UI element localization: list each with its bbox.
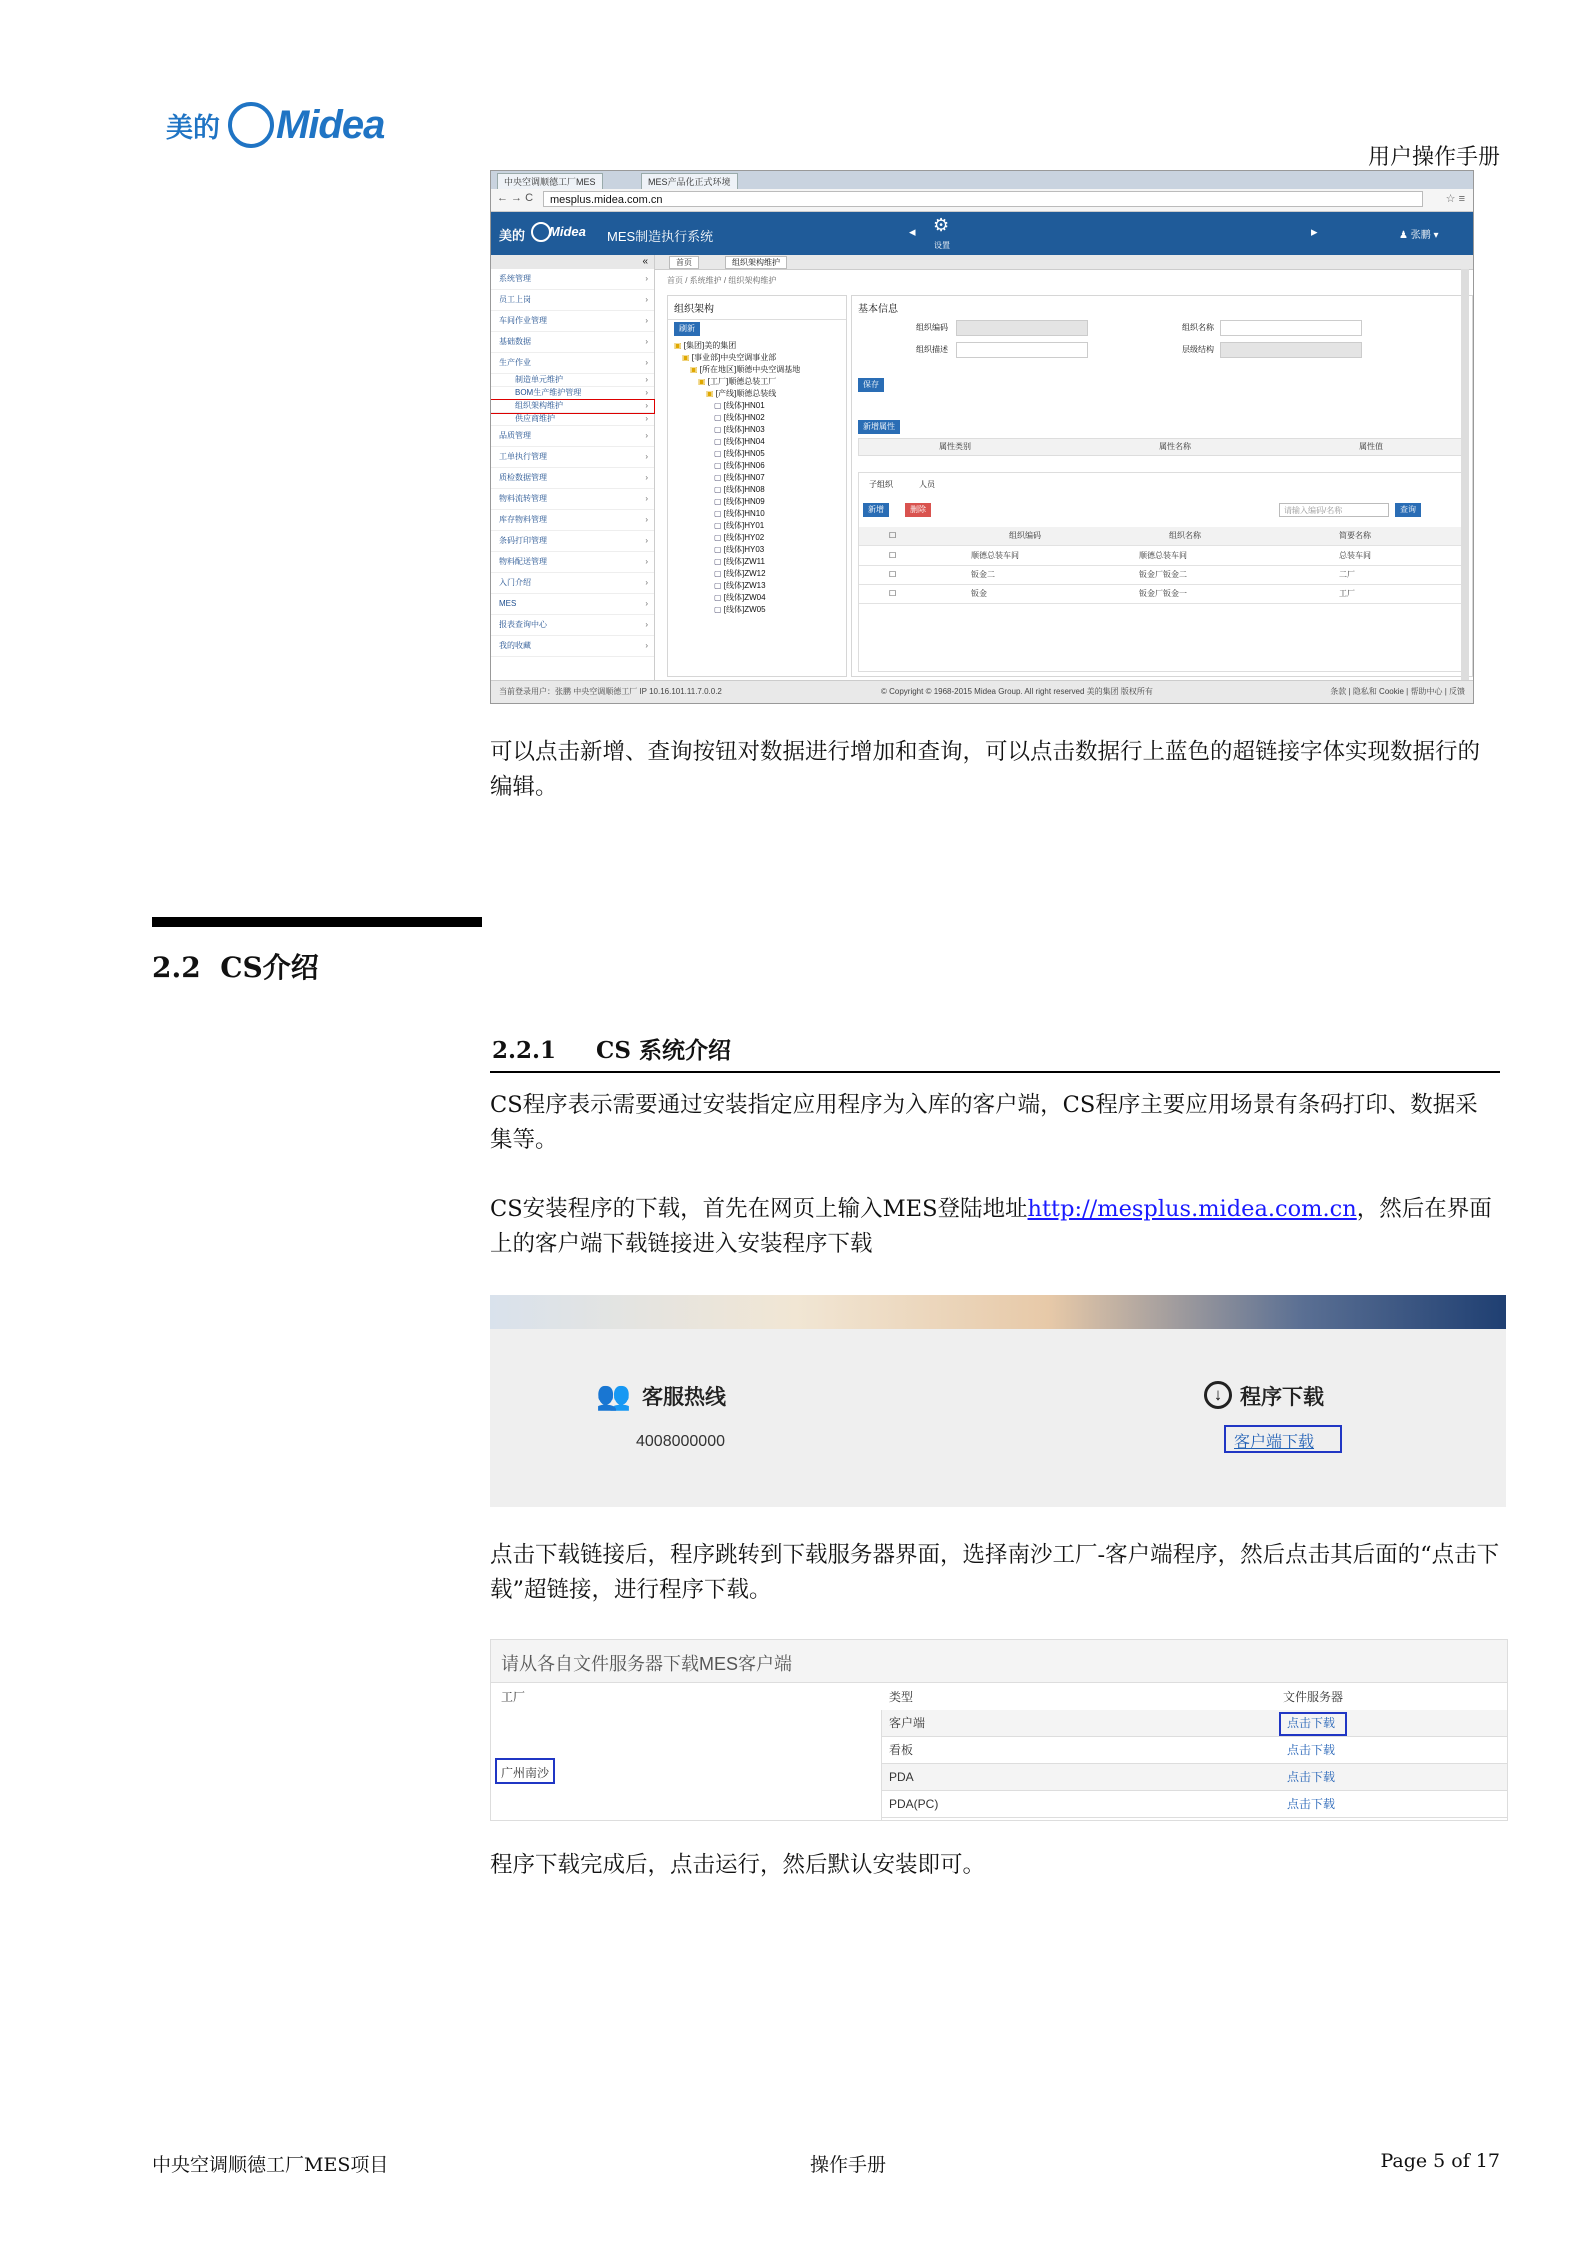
grid-cell: 钣金 — [971, 589, 987, 598]
tree-node[interactable] — [674, 436, 842, 448]
sidebar-item-label: 基础数据 — [499, 337, 531, 346]
grid-cell: 顺德总装车间 — [971, 551, 1019, 560]
sidebar-item-label: 条码打印管理 — [499, 536, 547, 545]
header-type: 类型 — [889, 1690, 914, 1704]
tree-node-label: [线体]HN02 — [723, 413, 765, 422]
tab-personnel[interactable]: 人员 — [919, 480, 935, 489]
chevron-right-icon: › — [645, 316, 648, 325]
tree-node-label: [线体]HY02 — [723, 533, 765, 542]
tree-node-label: [线体]HN08 — [723, 485, 765, 494]
chevron-right-icon: › — [645, 431, 648, 440]
status-right: 条款 | 隐私和 Cookie | 帮助中心 | 反馈 — [1330, 687, 1465, 696]
file-icon: ▢ — [714, 545, 722, 554]
file-icon: ▢ — [714, 497, 722, 506]
midea-logo — [166, 100, 384, 150]
type-cell: 客户端 — [889, 1716, 926, 1730]
nav-right-icon[interactable]: ▸ — [1311, 224, 1318, 239]
sub-panel — [858, 472, 1466, 672]
tree-node-label: [线体]ZW13 — [723, 581, 766, 590]
banner-image — [490, 1295, 1506, 1329]
chevron-right-icon: › — [645, 401, 648, 410]
sidebar-item-label: BOM生产维护管理 — [515, 388, 582, 397]
field-desc-label: 组织描述 — [916, 345, 948, 354]
tree-node[interactable] — [674, 364, 842, 376]
header-server: 文件服务器 — [1283, 1690, 1344, 1704]
tree-node[interactable] — [674, 568, 842, 580]
user-menu[interactable]: ♟ 张鹏 ▾ — [1399, 230, 1439, 241]
chevron-right-icon: › — [645, 515, 648, 524]
sidebar-item-label: 品质管理 — [499, 431, 531, 440]
subsection-number: 2.2.1 — [492, 1037, 557, 1064]
sidebar-item[interactable] — [491, 400, 654, 413]
type-cell: PDA — [889, 1770, 914, 1784]
chevron-right-icon: › — [645, 274, 648, 283]
sidebar-item-label: 物料流转管理 — [499, 494, 547, 503]
tree-node-label: [线体]HN03 — [723, 425, 765, 434]
status-bar — [491, 680, 1473, 703]
type-cell: 看板 — [889, 1743, 914, 1757]
search-input[interactable]: 请输入编码/名称 — [1279, 503, 1389, 517]
add-attr-button[interactable]: 新增属性 — [858, 420, 900, 434]
chevron-right-icon: › — [645, 473, 648, 482]
sidebar-item-label: 质检数据管理 — [499, 473, 547, 482]
download-title: 程序下载 — [1240, 1386, 1324, 1409]
file-icon: ▢ — [714, 437, 722, 446]
system-content — [655, 255, 1473, 681]
file-icon: ▢ — [714, 581, 722, 590]
tree-node[interactable] — [674, 400, 842, 412]
chevron-right-icon: › — [645, 599, 648, 608]
system-logo-en: Midea — [549, 224, 586, 239]
tree-node[interactable] — [674, 472, 842, 484]
factory-name: 广州南沙 — [501, 1766, 550, 1780]
system-name: MES制造执行系统 — [607, 229, 714, 244]
tree-node[interactable] — [674, 580, 842, 592]
chevron-right-icon: › — [645, 578, 648, 587]
nav-arrows-icon[interactable]: ← → C — [497, 192, 534, 204]
field-code-label: 组织编码 — [916, 323, 948, 332]
tree-node-label: [线体]ZW11 — [723, 557, 765, 566]
field-name-input[interactable] — [1220, 320, 1362, 336]
section-bar — [152, 917, 482, 927]
sidebar-item-label: 入门介绍 — [499, 578, 531, 587]
sidebar-item-label: 制造单元维护 — [515, 375, 563, 384]
checkbox[interactable]: ☐ — [889, 570, 897, 579]
tree-node-label: [集团]美的集团 — [683, 341, 737, 350]
sidebar-item-label: 库存物料管理 — [499, 515, 547, 524]
grid-cell: 总装车间 — [1339, 551, 1371, 560]
file-icon: ▢ — [714, 557, 722, 566]
save-button[interactable]: 保存 — [858, 378, 884, 392]
table-title-bar — [491, 1640, 1507, 1683]
attr-header: 属性名称 — [1159, 442, 1191, 451]
file-icon: ▢ — [714, 449, 722, 458]
chevron-right-icon: › — [645, 494, 648, 503]
browser-tabbar — [491, 171, 1473, 189]
client-download-link[interactable]: 客户端下载 — [1234, 1434, 1315, 1451]
sidebar-item[interactable] — [491, 353, 654, 374]
field-level-input[interactable] — [1220, 342, 1362, 358]
file-icon: ▢ — [714, 401, 722, 410]
tree-node-label: [线体]HN09 — [723, 497, 765, 506]
page-tab-org[interactable]: 组织架构维护 — [725, 256, 787, 269]
file-icon: ▢ — [714, 605, 722, 614]
chevron-right-icon: › — [645, 295, 648, 304]
system-topnav — [491, 212, 1473, 256]
system-main — [491, 255, 1473, 681]
scrollbar[interactable] — [1461, 269, 1469, 681]
chevron-right-icon: › — [645, 620, 648, 629]
sidebar-item[interactable] — [491, 594, 654, 615]
star-icon[interactable]: ☆ ≡ — [1445, 193, 1465, 205]
mes-system-screenshot — [490, 170, 1474, 704]
sidebar-item-label: 车间作业管理 — [499, 316, 547, 325]
sidebar-item[interactable] — [491, 269, 654, 290]
sidebar-item[interactable] — [491, 387, 654, 400]
field-desc-input[interactable] — [956, 342, 1088, 358]
address-bar — [491, 189, 1473, 212]
tree-node-label: [线体]ZW04 — [723, 593, 766, 602]
page-tab-home[interactable]: 首页 — [669, 256, 699, 269]
checkbox[interactable]: ☐ — [889, 531, 897, 540]
tree-node-label: [产线]顺德总装线 — [715, 389, 777, 398]
sidebar-item[interactable] — [491, 510, 654, 531]
tree-title: 组织架构 — [668, 296, 846, 320]
checkbox[interactable]: ☐ — [889, 589, 897, 598]
tree-node[interactable] — [674, 412, 842, 424]
sidebar-item[interactable] — [491, 413, 654, 426]
refresh-button[interactable]: 刷新 — [674, 322, 700, 336]
folder-icon: ▣ — [682, 353, 690, 362]
sidebar-item[interactable] — [491, 489, 654, 510]
sidebar-item-label: MES — [499, 599, 517, 608]
file-server-screenshot — [490, 1639, 1508, 1821]
sidebar-item[interactable] — [491, 311, 654, 332]
manual-title: 用户操作手册 — [1367, 145, 1500, 170]
info-title: 基本信息 — [858, 304, 898, 315]
download-link[interactable]: 点击下载 — [1287, 1797, 1336, 1811]
grid-row[interactable] — [859, 547, 1465, 566]
tree-node[interactable] — [674, 496, 842, 508]
logo-en: Midea — [276, 102, 385, 147]
tree-node-label: [线体]HN04 — [723, 437, 765, 446]
paragraph-5: 程序下载完成后，点击运行，然后默认安装即可。 — [490, 1852, 986, 1878]
grid-row[interactable] — [859, 585, 1465, 604]
paragraph-4: 点击下载链接后，程序跳转到下载服务器界面，选择南沙工厂-客户端程序，然后点击其后面的“点击下载”超链接，进行程序下载。 — [490, 1542, 1500, 1603]
sidebar-item-label: 供应商维护 — [515, 414, 555, 423]
chevron-right-icon: › — [645, 414, 648, 423]
field-code-input[interactable] — [956, 320, 1088, 336]
download-circle-icon: ↓ — [1204, 1381, 1232, 1409]
tree-node-label: [线体]ZW12 — [723, 569, 766, 578]
tree-node[interactable] — [674, 520, 842, 532]
tree-node[interactable] — [674, 544, 842, 556]
grid-cell: 工厂 — [1339, 589, 1355, 598]
grid-cell: 二厂 — [1339, 570, 1355, 579]
attr-header-row — [858, 438, 1466, 456]
system-logo-cn: 美的 — [499, 228, 526, 243]
breadcrumb: 首页 / 系统维护 / 组织架构维护 — [667, 276, 777, 285]
subsection-title: CS 系统介绍 — [596, 1037, 731, 1064]
tree-node-label: [线体]ZW05 — [723, 605, 766, 614]
sidebar-item[interactable] — [491, 374, 654, 387]
sidebar-item[interactable] — [491, 573, 654, 594]
download-link[interactable]: 点击下载 — [1287, 1716, 1336, 1730]
paragraph-2: CS程序表示需要通过安装指定应用程序为入库的客户端，CS程序主要应用场景有条码打印、数据采集等。 — [490, 1092, 1478, 1153]
tree-node-label: [事业部]中央空调事业部 — [691, 353, 777, 362]
chevron-right-icon: › — [645, 337, 648, 346]
hotline-number: 4008000000 — [636, 1433, 725, 1450]
highlight-box — [1279, 1712, 1347, 1736]
download-screenshot — [490, 1295, 1506, 1507]
grid-header-cell: 简要名称 — [1339, 531, 1371, 540]
system-sidebar — [491, 255, 655, 681]
checkbox[interactable]: ☐ — [889, 551, 897, 560]
folder-icon: ▣ — [698, 377, 706, 386]
sidebar-item[interactable] — [491, 531, 654, 552]
user-name: 张鹏 — [1410, 230, 1431, 241]
chevron-right-icon: › — [645, 536, 648, 545]
sidebar-item-label: 工单执行管理 — [499, 452, 547, 461]
tree-node[interactable] — [674, 592, 842, 604]
chevron-right-icon: › — [645, 641, 648, 650]
logo-circle-icon — [228, 102, 274, 148]
table-title: 请从各自文件服务器下载MES客户端 — [501, 1654, 793, 1674]
sidebar-item-label: 系统管理 — [499, 274, 531, 283]
file-icon: ▢ — [714, 425, 722, 434]
file-icon: ▢ — [714, 509, 722, 518]
sidebar-item[interactable] — [491, 636, 654, 657]
chevron-right-icon: › — [645, 452, 648, 461]
grid-header — [859, 527, 1465, 546]
tree-node[interactable] — [674, 508, 842, 520]
sidebar-item-label: 组织架构维护 — [515, 401, 563, 410]
file-icon: ▢ — [714, 473, 722, 482]
field-level-label: 层级结构 — [1182, 345, 1214, 354]
tree-node-label: [线体]HN01 — [723, 401, 765, 410]
folder-icon: ▣ — [706, 389, 714, 398]
tree-node[interactable] — [674, 388, 842, 400]
sidebar-item[interactable] — [491, 447, 654, 468]
subsection-heading — [492, 1032, 731, 1065]
grid-row[interactable] — [859, 566, 1465, 585]
collapse-icon[interactable]: « — [491, 255, 654, 269]
tab-sub-org[interactable]: 子组织 — [869, 480, 893, 489]
sidebar-item-label: 员工上岗 — [499, 295, 531, 304]
grid-cell: 钣金二 — [971, 570, 995, 579]
file-icon: ▢ — [714, 485, 722, 494]
file-icon: ▢ — [714, 521, 722, 530]
sidebar-item[interactable] — [491, 332, 654, 353]
section-title: CS介绍 — [220, 951, 319, 984]
sidebar-item[interactable] — [491, 615, 654, 636]
browser-tab[interactable]: MES产品化正式环境 — [641, 173, 738, 190]
sidebar-item-label: 生产作业 — [499, 358, 531, 367]
sidebar-list — [491, 269, 654, 657]
file-icon: ▢ — [714, 461, 722, 470]
tree-node[interactable] — [674, 556, 842, 568]
sidebar-item-label: 报表查询中心 — [499, 620, 547, 629]
folder-icon: ▣ — [674, 341, 682, 350]
nav-left-icon[interactable]: ◂ — [909, 224, 916, 239]
grid-header-cell: 组织编码 — [1009, 531, 1041, 540]
add-button[interactable]: 新增 — [863, 503, 889, 517]
hotline-title: 客服热线 — [642, 1386, 726, 1409]
tree-node[interactable] — [674, 376, 842, 388]
subsection-rule — [490, 1071, 1500, 1073]
tree-node-label: [线体]HN06 — [723, 461, 765, 470]
sidebar-item[interactable] — [491, 468, 654, 489]
sidebar-item-label: 我的收藏 — [499, 641, 531, 650]
org-tree-panel — [667, 295, 847, 677]
tree-node-label: [所在地区]顺德中央空调基地 — [699, 365, 801, 374]
browser-tab[interactable]: 中央空调顺德工厂MES — [497, 173, 603, 190]
page-tabbar — [655, 255, 1473, 270]
tree-node-label: [线体]HY01 — [723, 521, 765, 530]
file-icon: ▢ — [714, 533, 722, 542]
grid-cell: 钣金厂钣金一 — [1139, 589, 1187, 598]
file-icon: ▢ — [714, 569, 722, 578]
tree-list — [674, 340, 842, 616]
table-header-row — [491, 1684, 1507, 1711]
file-icon: ▢ — [714, 593, 722, 602]
footer-page: Page 5 of 17 — [1380, 2150, 1500, 2172]
tree-node-label: [线体]HN05 — [723, 449, 765, 458]
mes-url-link[interactable]: http://mesplus.midea.com.cn — [1027, 1196, 1357, 1222]
para3-post: ，然后在界面上的客户端下载链接进入安装程序下载 — [490, 1196, 1492, 1257]
download-link[interactable]: 点击下载 — [1287, 1743, 1336, 1757]
tree-node[interactable] — [674, 448, 842, 460]
file-icon: ▢ — [714, 413, 722, 422]
paragraph-3 — [490, 1192, 1500, 1262]
header-factory: 工厂 — [501, 1690, 526, 1704]
status-mid: © Copyright © 1968-2015 Midea Group. All right reserved 美的集团 版权所有 — [881, 687, 1153, 696]
system-logo-icon — [531, 222, 551, 242]
people-icon: 👥 — [596, 1380, 631, 1411]
chevron-right-icon: › — [645, 388, 648, 397]
settings-label: 设置 — [934, 241, 950, 250]
field-name-label: 组织名称 — [1182, 323, 1214, 332]
logo-cn: 美的 — [166, 112, 220, 144]
tree-node-label: [线体]HN10 — [723, 509, 765, 518]
para3-pre: CS安装程序的下载，首先在网页上输入MES登陆地址 — [490, 1196, 1028, 1222]
sidebar-item[interactable] — [491, 426, 654, 447]
delete-button[interactable]: 删除 — [905, 503, 931, 517]
tree-node-label: [工厂]顺德总装工厂 — [707, 377, 777, 386]
org-info-panel — [851, 295, 1473, 677]
tree-node[interactable] — [674, 460, 842, 472]
attr-header: 属性值 — [1359, 442, 1383, 451]
grid-cell: 钣金厂钣金二 — [1139, 570, 1187, 579]
download-link[interactable]: 点击下载 — [1287, 1770, 1336, 1784]
grid-cell: 顺德总装车间 — [1139, 551, 1187, 560]
url-field[interactable]: mesplus.midea.com.cn — [543, 191, 1423, 207]
folder-icon: ▣ — [690, 365, 698, 374]
tree-node[interactable] — [674, 424, 842, 436]
chevron-right-icon: › — [645, 375, 648, 384]
attr-header: 属性类别 — [939, 442, 971, 451]
status-left: 当前登录用户：张鹏 中央空调顺德工厂 IP 10.16.101.11.7.0.0.2 — [499, 687, 722, 696]
sidebar-item[interactable] — [491, 552, 654, 573]
sidebar-item-label: 物料配送管理 — [499, 557, 547, 566]
tree-node-label: [线体]HN07 — [723, 473, 765, 482]
section-number: 2.2 — [152, 951, 201, 984]
search-button[interactable]: 查询 — [1395, 503, 1421, 517]
tree-node[interactable] — [674, 532, 842, 544]
tree-node[interactable] — [674, 604, 842, 616]
section-heading — [152, 946, 319, 986]
tree-node-label: [线体]HY03 — [723, 545, 765, 554]
tree-node[interactable] — [674, 340, 842, 352]
paragraph-1: 可以点击新增、查询按钮对数据进行增加和查询，可以点击数据行上蓝色的超链接字体实现数据行的编辑。 — [490, 739, 1481, 800]
footer-center: 操作手册 — [810, 2154, 887, 2176]
chevron-right-icon: › — [645, 358, 648, 367]
tree-node[interactable] — [674, 484, 842, 496]
sidebar-item[interactable] — [491, 290, 654, 311]
footer-left: 中央空调顺德工厂MES项目 — [152, 2154, 389, 2176]
type-cell: PDA(PC) — [889, 1797, 939, 1811]
chevron-right-icon: › — [645, 557, 648, 566]
gear-icon[interactable]: ⚙ — [933, 215, 950, 235]
grid-header-cell: 组织名称 — [1169, 531, 1201, 540]
tree-node[interactable] — [674, 352, 842, 364]
